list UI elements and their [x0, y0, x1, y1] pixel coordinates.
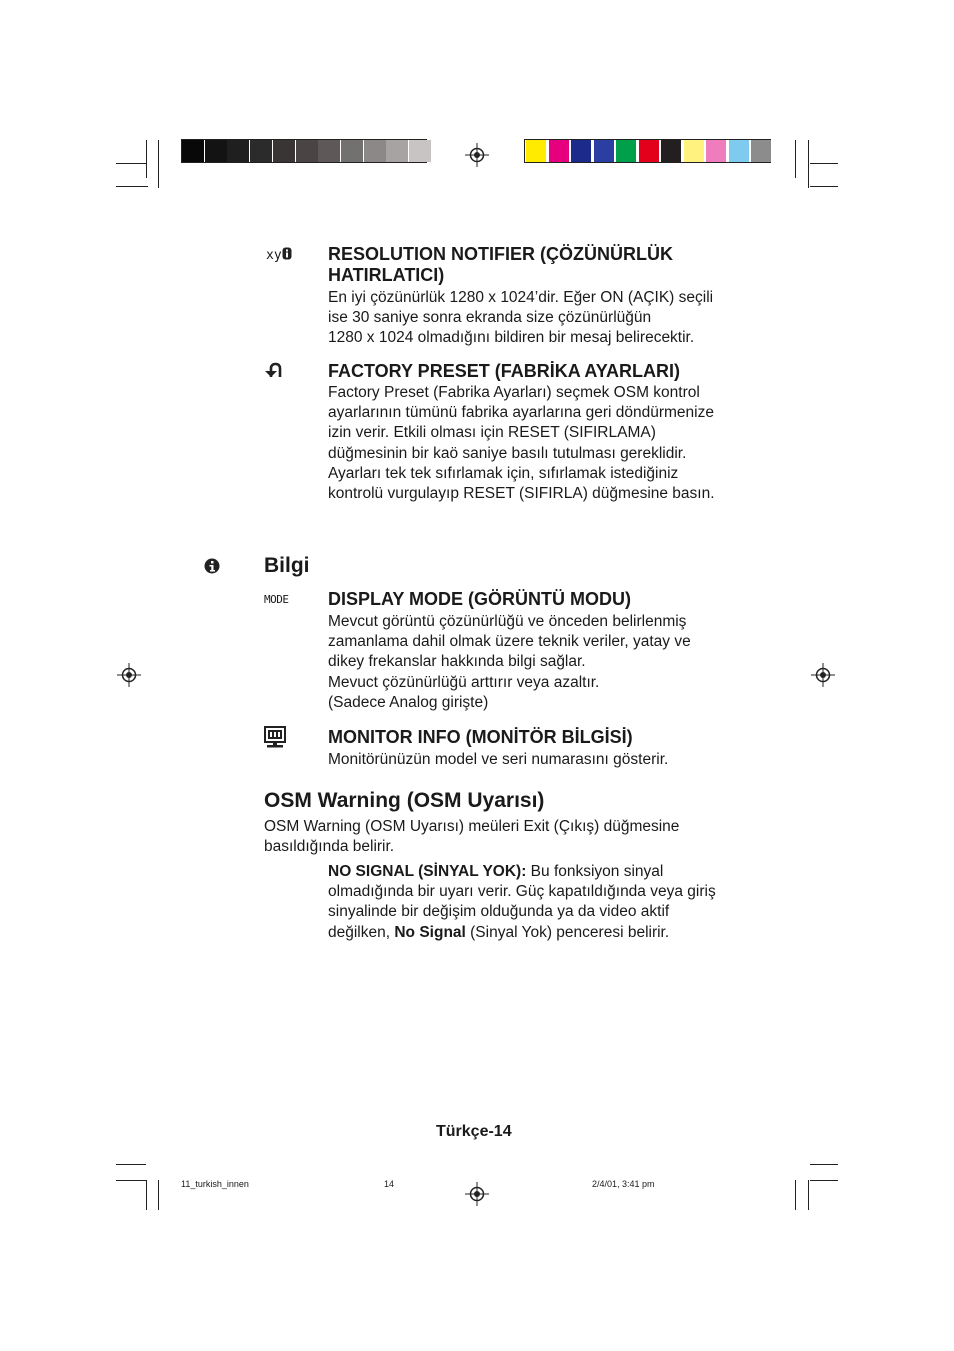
osm-warning-intro: OSM Warning (OSM Uyarısı) meüleri Exit (Çıkış) düğmesine basıldığında belirir.: [264, 818, 680, 856]
monitor-info-heading: MONITOR INFO (MONİTÖR BİLGİSİ): [328, 727, 633, 747]
page-number-label: Türkçe-14: [436, 1123, 512, 1140]
display-mode-icon-text: MODE: [264, 593, 289, 606]
slug-date: 2/4/01, 3:41 pm: [592, 1179, 655, 1189]
color-step: [549, 140, 569, 162]
gray-step: [296, 140, 318, 162]
resolution-notifier-icon: [266, 247, 292, 263]
registration-mark-left-icon: [117, 663, 141, 687]
color-step: [751, 140, 771, 162]
color-step: [706, 140, 726, 162]
registration-mark-bottom-icon: [465, 1182, 489, 1206]
factory-preset-heading: FACTORY PRESET (FABRİKA AYARLARI): [328, 361, 681, 381]
no-signal-bold: No Signal: [394, 923, 466, 941]
gray-step: [273, 140, 295, 162]
color-step: [571, 140, 591, 162]
color-step: [594, 140, 614, 162]
monitor-info-body: Monitörünüzün model ve seri numarasını gösterir.: [328, 751, 669, 768]
registration-mark-right-icon: [811, 663, 835, 687]
slug-page: 14: [384, 1179, 395, 1189]
no-signal-paragraph: NO SIGNAL (SİNYAL YOK): Bu fonksiyon sinyal olmadığında bir uyarı verir. Güç kapatıldığında veya giriş sinyalinde bir değişim olduğunda ya da video aktif değilken, No Signal (Sinyal Yok) penceresi belirir.: [328, 863, 716, 941]
gray-step: [250, 140, 272, 162]
resolution-notifier-icon-text: xy: [266, 248, 282, 263]
registration-mark-top-icon: [465, 143, 489, 167]
gray-step: [409, 140, 431, 162]
resolution-notifier-heading: RESOLUTION NOTIFIER (ÇÖZÜNÜRLÜK HATIRLATICI): [328, 244, 673, 285]
display-mode-icon: [264, 593, 289, 606]
gray-step: [386, 140, 408, 162]
gray-step: [182, 140, 204, 162]
display-mode-heading: DISPLAY MODE (GÖRÜNTÜ MODU): [328, 589, 632, 609]
bilgi-title: Bilgi: [264, 554, 310, 577]
gray-step: [318, 140, 340, 162]
color-step: [526, 140, 546, 162]
no-signal-label: NO SIGNAL (SİNYAL YOK):: [328, 863, 527, 880]
color-step: [684, 140, 704, 162]
display-mode-body: Mevcut görüntü çözünürlüğü ve önceden belirlenmiş zamanlama dahil olmak üzere teknik veriler, yatay ve dikey frekanslar hakkında bilgi sağlar. Mevuct çözünürlüğü arttırır veya azaltır. (Sadece Analog girişte): [328, 613, 691, 711]
color-step: [661, 140, 681, 162]
gray-step: [227, 140, 249, 162]
info-icon: [204, 558, 220, 574]
gray-step: [432, 140, 454, 162]
monitor-info-icon: [264, 726, 286, 750]
factory-preset-body: Factory Preset (Fabrika Ayarları) seçmek OSM kontrol ayarlarının tümünü fabrika ayarlarına geri döndürmenize izin verir. Etkili olması için RESET (SIFIRLAMA) düğmesinin bir kaö saniye basılı tutulması gereklidir. Ayarları tek tek sıfırlamak için, sıfırlamak istediğiniz kontrolü vurgulayıp RESET (SIFIRLA) düğmesine basın.: [328, 384, 715, 503]
color-step: [729, 140, 749, 162]
gray-step: [364, 140, 386, 162]
gray-step: [205, 140, 227, 162]
color-step: [639, 140, 659, 162]
factory-preset-reset-icon: [264, 362, 284, 378]
osm-warning-title: OSM Warning (OSM Uyarısı): [264, 789, 545, 812]
slug-file: 11_turkish_innen: [181, 1179, 249, 1189]
color-step: [616, 140, 636, 162]
resolution-notifier-body: En iyi çözünürlük 1280 x 1024’dir. Eğer ON (AÇIK) seçili ise 30 saniye sonra ekranda size çözünürlüğün 1280 x 1024 olmadığını bildiren bir mesaj belirecektir.: [328, 289, 714, 347]
gray-step: [341, 140, 363, 162]
